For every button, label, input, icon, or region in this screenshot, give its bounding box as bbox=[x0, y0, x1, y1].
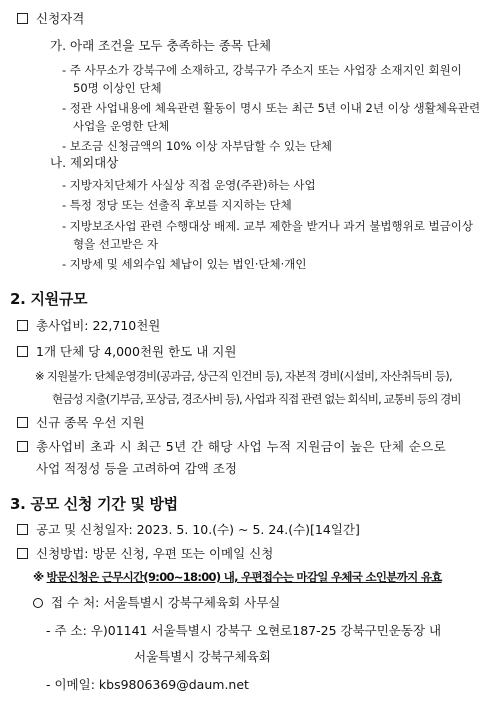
group-a-item-2-line1: - 정관 사업내용에 체육관련 활동이 명시 또는 최근 5년 이내 2년 이상 생활체육관련 bbox=[62, 101, 481, 115]
section-3-title: 3. 공모 신청 기간 및 방법 bbox=[10, 495, 178, 513]
eligibility-heading: 신청자격 bbox=[17, 11, 84, 27]
checkbox-square-icon bbox=[17, 441, 28, 452]
checkbox-square-icon bbox=[17, 320, 28, 331]
application-period: 공고 및 신청일자: 2023. 5. 10.(수) ~ 5. 24.(수)[14일간] bbox=[17, 522, 360, 538]
group-b-title: 나. 제외대상 bbox=[50, 155, 119, 170]
group-a-title: 가. 아래 조건을 모두 충족하는 종목 단체 bbox=[50, 38, 272, 53]
total-budget: 총사업비: 22,710천원 bbox=[17, 318, 160, 334]
group-a-item-1-line2: 50명 이상인 단체 bbox=[73, 81, 162, 95]
priority-support: 신규 종목 우선 지원 bbox=[17, 415, 145, 431]
group-a-item-2-line2: 사업을 운영한 단체 bbox=[73, 119, 170, 133]
submission-warning: ※ 방문신청은 근무시간(9:00~18:00) 내, 우편접수는 마감일 우체국 소인분까지 유효 bbox=[33, 570, 442, 584]
checkbox-square-icon bbox=[17, 524, 28, 535]
group-a-item-1-line1: - 주 사무소가 강북구에 소재하고, 강북구가 주소지 또는 사업장 소재지인 회원이 bbox=[62, 63, 462, 77]
group-b-item-3-line2: 형을 선고받은 자 bbox=[73, 237, 159, 251]
email-contact: - 이메일: kbs9806369@daum.net bbox=[46, 677, 249, 692]
application-method: 신청방법: 방문 신청, 우편 또는 이메일 신청 bbox=[17, 546, 273, 562]
checkbox-square-icon bbox=[17, 13, 28, 24]
exclusion-note-line2: 현금성 지출(기부금, 포상금, 경조사비 등), 사업과 직접 관련 없는 회식비, 교통비 등의 경비 bbox=[52, 392, 461, 406]
group-b-item-2: - 특정 정당 또는 선출직 후보를 지지하는 단체 bbox=[62, 198, 292, 212]
circle-bullet-icon bbox=[33, 598, 43, 608]
address-line1: - 주 소: 우)01141 서울특별시 강북구 오현로187-25 강북구민운동장 내 bbox=[46, 623, 442, 638]
checkbox-square-icon bbox=[17, 417, 28, 428]
section-2-title: 2. 지원규모 bbox=[10, 290, 88, 308]
submission-office: 접 수 처: 서울특별시 강북구체육회 사무실 bbox=[33, 595, 280, 611]
address-line2: 서울특별시 강북구체육회 bbox=[134, 649, 271, 664]
group-b-item-3-line1: - 지방보조사업 관련 수행대상 배제. 교부 제한을 받거나 과거 불법행위로 벌금이상 bbox=[62, 219, 473, 233]
group-a-item-3: - 보조금 신청금액의 10% 이상 자부담할 수 있는 단체 bbox=[62, 139, 333, 153]
reduction-line2: 사업 적정성 등을 고려하여 감액 조정 bbox=[36, 461, 237, 476]
checkbox-square-icon bbox=[17, 548, 28, 559]
group-b-item-1: - 지방자치단체가 사실상 직접 운영(주관)하는 사업 bbox=[62, 178, 316, 192]
reduction-line1: 총사업비 초과 시 최근 5년 간 해당 사업 누적 지원금이 높은 단체 순으로 bbox=[17, 439, 446, 455]
checkbox-square-icon bbox=[17, 346, 28, 357]
per-group-limit: 1개 단체 당 4,000천원 한도 내 지원 bbox=[17, 344, 236, 360]
group-b-item-4: - 지방세 및 세외수입 체납이 있는 법인·단체·개인 bbox=[62, 257, 307, 271]
exclusion-note-line1: ※ 지원불가: 단체운영경비(공과금, 상근직 인건비 등), 자본적 경비(시설비, 자산취득비 등), bbox=[35, 369, 452, 383]
